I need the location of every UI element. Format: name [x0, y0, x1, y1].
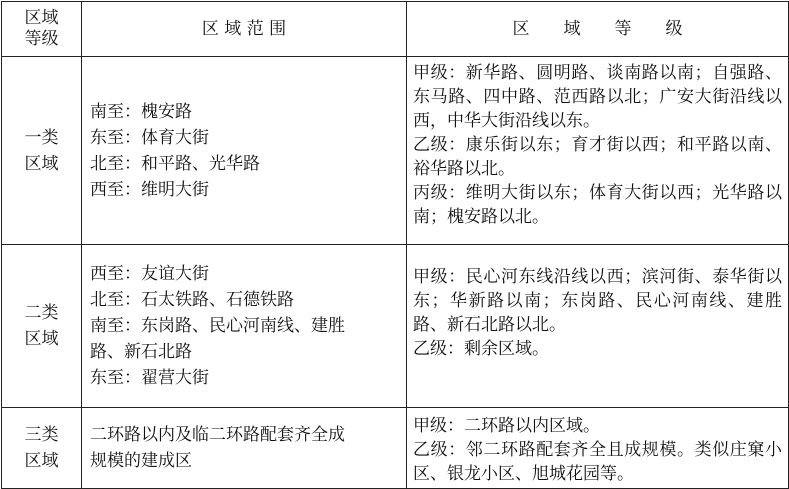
range-line: 北至：石太铁路、石德铁路 [90, 290, 294, 310]
grade-item: 乙级：剩余区域。 [413, 339, 549, 359]
range-line: 西至：维明大街 [90, 179, 209, 200]
range-line: 规模的建成区 [90, 451, 192, 471]
region-class-cell [2, 57, 82, 245]
region-grade-table [1, 1, 789, 489]
table-row [2, 408, 789, 489]
range-line: 南至：槐安路 [90, 101, 192, 122]
region-grade-cell [407, 245, 789, 408]
region-class-line2: 区域 [24, 451, 59, 471]
header-class [2, 2, 82, 57]
region-range-cell [82, 245, 407, 408]
region-grade-cell [407, 408, 789, 489]
grade-item: 甲级：民心河东线沿线以西；滨河街、泰华街以东；华新路以南；东岗路、民心河南线、建胜路、新石北路以北。 [413, 267, 782, 335]
grade-item: 乙级：邻二环路配套齐全且成规模。类似庄窠小区、银龙小区、旭城花园等。 [413, 440, 782, 484]
region-range-cell [82, 57, 407, 245]
range-line: 西至：友谊大街 [90, 264, 209, 284]
range-line: 北至：和平路、光华路 [90, 153, 260, 174]
table-row [2, 57, 789, 245]
header-range: 区 域 范 围 [82, 2, 407, 57]
range-line: 路、新石北路 [90, 342, 192, 362]
header-class-line2: 等级 [24, 29, 59, 49]
grade-item: 乙级：康乐街以东；育才街以西；和平路以南、裕华路以北。 [413, 135, 782, 179]
range-line: 南至：东岗路、民心河南线、建胜 [90, 316, 345, 336]
region-class-line1: 二类 [24, 303, 59, 323]
header-class-line1: 区域 [24, 8, 59, 28]
region-grade-cell [407, 57, 789, 245]
range-line: 东至：翟营大街 [90, 368, 209, 388]
range-line: 东至：体育大街 [90, 127, 209, 148]
grade-item: 丙级：维明大街以东；体育大街以西；光华路以南；槐安路以北。 [413, 183, 782, 227]
region-range-cell [82, 408, 407, 489]
grade-item: 甲级：二环路以内区域。 [413, 416, 600, 436]
region-class-line1: 三类 [24, 425, 59, 445]
header-grade: 区 域 等 级 [407, 2, 789, 57]
region-class-line2: 区域 [24, 329, 59, 349]
grade-item: 甲级：新华路、圆明路、谈南路以南；自强路、东马路、四中路、范西路以北；广安大街沿线以西，中华大街沿线以东。 [413, 63, 782, 131]
range-line: 二环路以内及临二环路配套齐全成 [90, 425, 345, 445]
region-class-line1: 一类 [24, 127, 59, 148]
table-row [2, 245, 789, 408]
table-header-row [2, 2, 789, 57]
region-class-line2: 区域 [24, 153, 59, 174]
region-class-cell [2, 408, 82, 489]
region-class-cell [2, 245, 82, 408]
